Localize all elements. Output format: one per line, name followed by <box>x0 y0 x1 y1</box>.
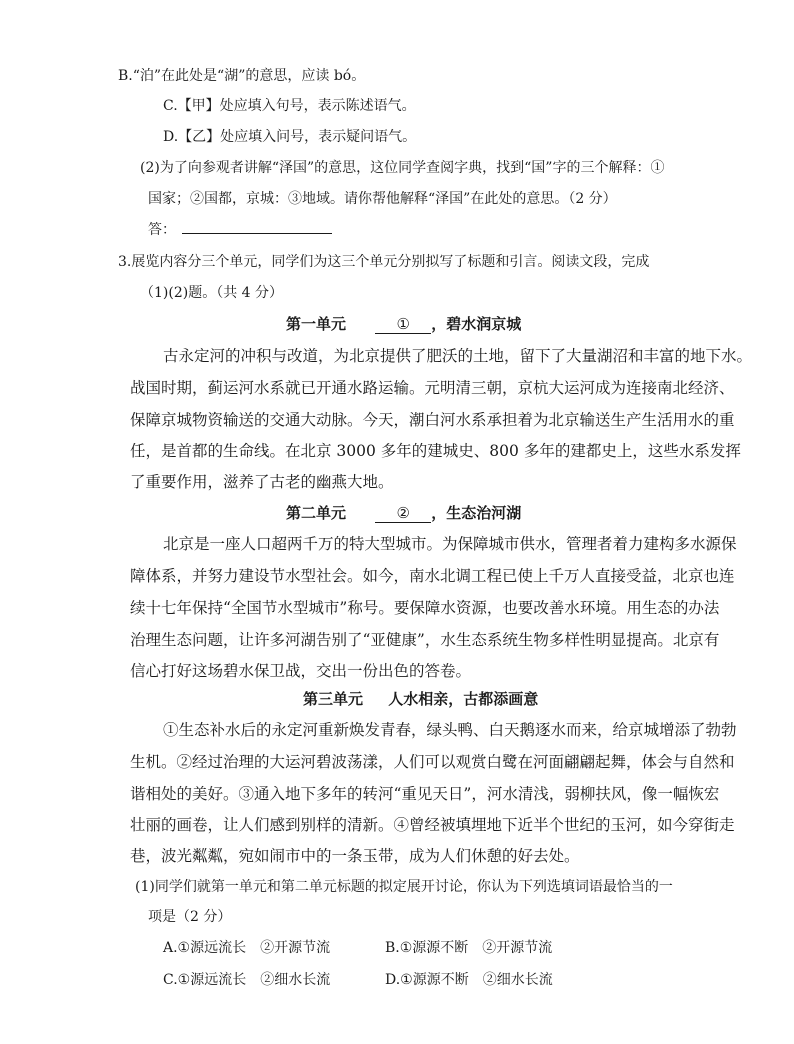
unit-3-line-4: 壮丽的画卷，让人们感到别样的清新。④曾经被填埋地下近半个世纪的玉河，如今穿街走 <box>130 816 735 834</box>
sub-question-1-line-2: 项是（2 分） <box>148 909 232 925</box>
unit-1-line-4: 任，是首都的生命线。在北京 3000 多年的建城史、800 多年的建都史上，这些水系发挥 <box>130 442 741 460</box>
unit-1-line-2: 战国时期，蓟运河水系就已开通水路运输。元明清三朝，京杭大运河成为连接南北经济、 <box>130 379 735 397</box>
unit-2-title <box>286 503 521 523</box>
choice-c[interactable]: C.①源远流长 ②细水长流 <box>163 972 331 988</box>
unit-2-line-2: 障体系，并努力建设节水型社会。如今，南水北调工程已使上千万人直接受益，北京也连 <box>130 567 735 585</box>
choice-a[interactable]: A.①源远流长 ②开源节流 <box>163 940 331 956</box>
answer-blank[interactable] <box>182 219 332 234</box>
unit-2-line-5: 信心打好这场碧水保卫战，交出一份出色的答卷。 <box>130 662 472 680</box>
sub-question-2-line-1: (2)为了向参观者讲解“泽国”的意思，这位同学查阅字典，找到“国”字的三个解释：① <box>140 160 665 176</box>
unit-3-label: 第三单元 <box>303 690 364 708</box>
unit-1-label: 第一单元 <box>286 315 347 333</box>
unit-3-line-5: 巷，波光粼粼，宛如闹市中的一条玉带，成为人们休憩的好去处。 <box>130 847 580 865</box>
unit-2-title-rest: ，生态治河湖 <box>431 504 522 522</box>
option-d: D.【乙】处应填入问号，表示疑问语气。 <box>163 129 417 145</box>
question-3-stem-line-2: （1)(2)题。（共 4 分） <box>140 285 284 301</box>
choice-d[interactable]: D.①源源不断 ②细水长流 <box>385 972 553 988</box>
unit-1-blank[interactable]: ① <box>375 315 431 334</box>
unit-3-line-2: 生机。②经过治理的大运河碧波荡漾，人们可以观赏白鹭在河面翩翩起舞，体会与自然和 <box>130 753 735 771</box>
unit-2-line-1: 北京是一座人口超两千万的特大型城市。为保障城市供水，管理者着力建构多水源保 <box>163 535 737 553</box>
question-3-stem-line-1: 3.展览内容分三个单元，同学们为这三个单元分别拟写了标题和引言。阅读文段，完成 <box>118 254 650 270</box>
unit-1-line-5: 了重要作用，滋养了古老的幽燕大地。 <box>130 473 394 491</box>
unit-1-line-3: 保障京城物资输送的交通大动脉。今天，潮白河水系承担着为北京输送生产生活用水的重 <box>130 411 735 429</box>
answer-line <box>148 219 332 240</box>
unit-2-line-4: 治理生态问题，让许多河湖告别了“亚健康”，水生态系统生物多样性明显提高。北京有 <box>130 631 720 649</box>
unit-3-title-rest: 人水相亲，古都添画意 <box>388 690 539 708</box>
sub-question-1-line-1: (1)同学们就第一单元和第二单元标题的拟定展开讨论，你认为下列选填词语最恰当的一 <box>135 879 673 895</box>
sub-question-2-line-2: 国家；②国都，京城：③地域。请你帮他解释“泽国”在此处的意思。（2 分） <box>148 191 617 207</box>
choice-b[interactable]: B.①源源不断 ②开源节流 <box>385 940 553 956</box>
unit-2-blank[interactable]: ② <box>375 504 431 523</box>
unit-1-title <box>286 314 521 334</box>
unit-2-label: 第二单元 <box>286 504 347 522</box>
option-b: B.“泊”在此处是“湖”的意思，应读 bó。 <box>118 68 366 84</box>
unit-3-line-3: 谐相处的美好。③通入地下多年的转河“重见天日”，河水清浅，弱柳扶风，像一幅恢宏 <box>130 785 720 803</box>
unit-1-title-rest: ，碧水润京城 <box>431 315 522 333</box>
option-c: C.【甲】处应填入句号，表示陈述语气。 <box>163 98 416 114</box>
unit-3-line-1: ①生态补水后的永定河重新焕发青春，绿头鸭、白天鹅逐水而来，给京城增添了勃勃 <box>163 721 737 739</box>
unit-3-title <box>303 689 538 709</box>
unit-2-line-3: 续十七年保持“全国节水型城市”称号。要保障水资源，也要改善水环境。用生态的办法 <box>130 599 720 617</box>
unit-1-line-1: 古永定河的冲积与改道，为北京提供了肥沃的土地，留下了大量湖沼和丰富的地下水。 <box>163 347 753 365</box>
answer-label: 答： <box>148 222 176 238</box>
